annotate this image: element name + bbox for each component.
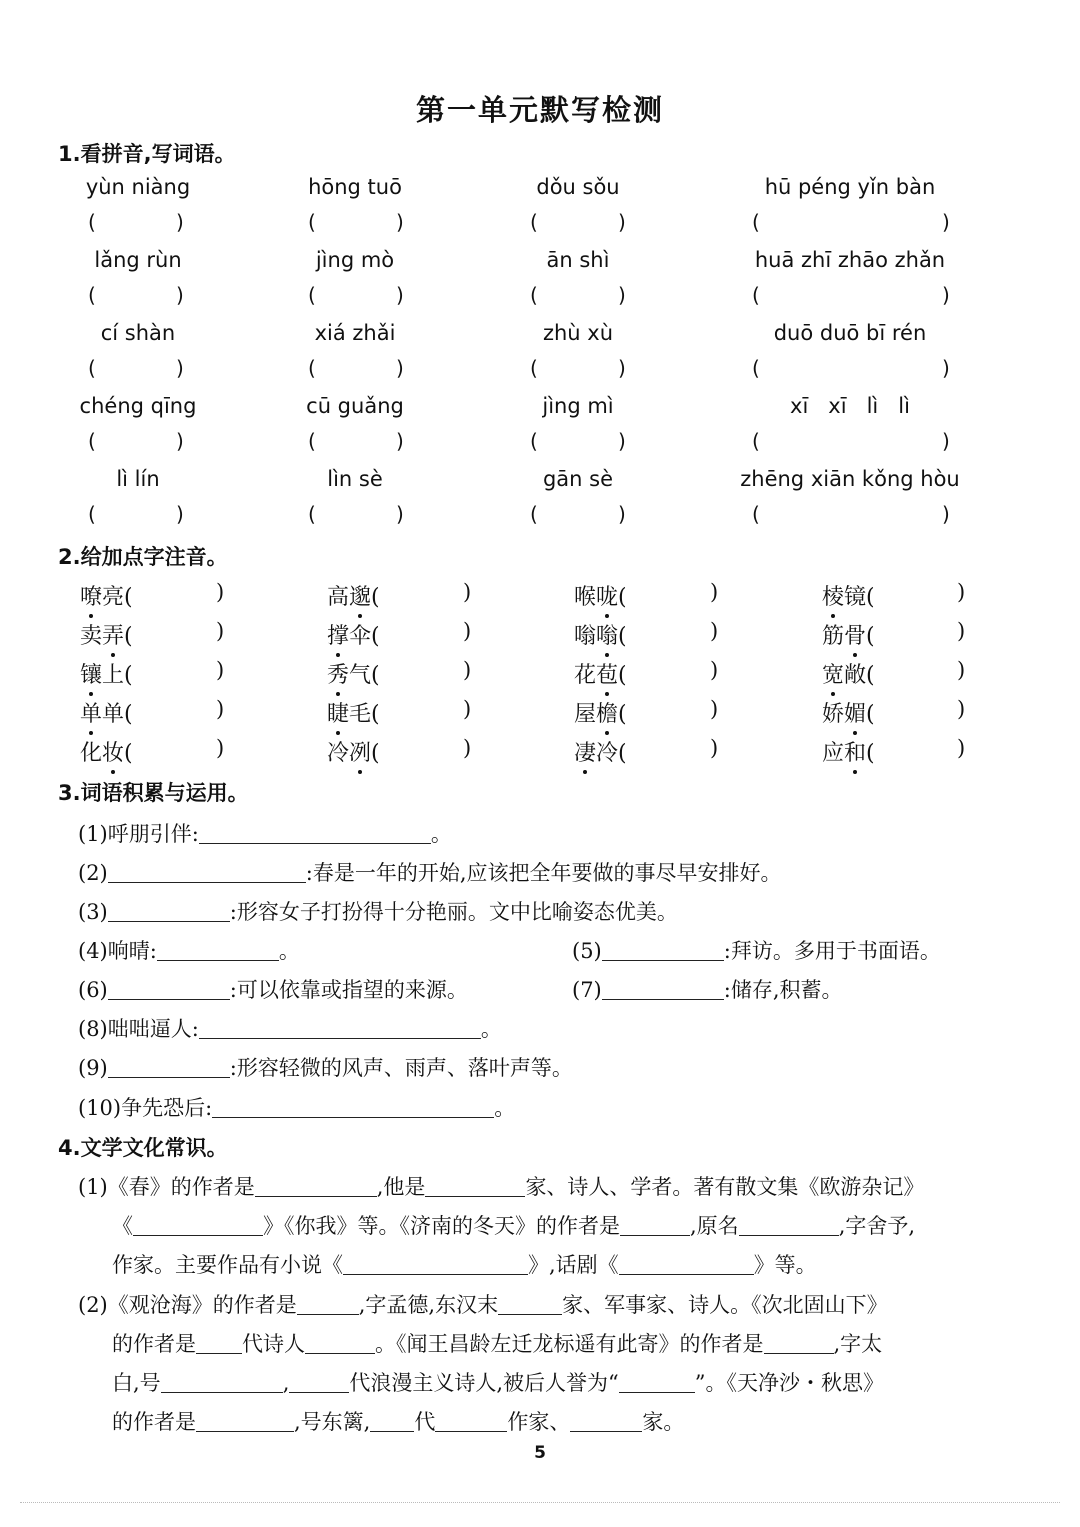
- answer-box[interactable]: [636, 580, 710, 608]
- answer-box[interactable]: [320, 210, 396, 236]
- answer-paren-open: (: [371, 624, 380, 649]
- page-title: 第一单元默写检测: [415, 93, 664, 127]
- pinyin-prompt: lì lín: [116, 467, 160, 491]
- word-item: [822, 736, 875, 767]
- answer-box[interactable]: [389, 697, 463, 725]
- literature-line-7: 的作者是 ,号东篱, 代 作家、 家。: [112, 1410, 685, 1434]
- answer-paren-close: ): [710, 736, 719, 760]
- word-item: [574, 736, 627, 767]
- pinyin-prompt: xiá zhǎi: [314, 321, 396, 345]
- dotted-character: 冽: [349, 736, 371, 767]
- literature-line-1: (1)《春》的作者是 ,他是 家、诗人、学者。著有散文集《欧游杂记》: [78, 1175, 925, 1199]
- answer-paren-open: (: [530, 210, 538, 234]
- answer-paren-close: ): [957, 580, 966, 604]
- answer-paren-close: ): [710, 697, 719, 721]
- answer-paren-open: (: [124, 663, 133, 688]
- section-3-heading: 3.词语积累与运用。: [58, 781, 249, 805]
- answer-box[interactable]: [636, 736, 710, 764]
- answer-blank[interactable]: [161, 1373, 283, 1393]
- answer-blank[interactable]: [108, 863, 306, 883]
- answer-paren-close: ): [396, 429, 404, 453]
- answer-blank[interactable]: [212, 1098, 494, 1118]
- answer-paren-close: ): [957, 619, 966, 643]
- answer-blank[interactable]: [255, 1177, 377, 1197]
- pinyin-prompt: gān sè: [542, 467, 614, 491]
- word-item: [822, 658, 875, 689]
- answer-box[interactable]: [142, 736, 216, 764]
- pinyin-prompt: jìng mò: [315, 248, 395, 272]
- answer-blank[interactable]: [602, 980, 724, 1000]
- answer-paren-open: (: [752, 356, 760, 380]
- pinyin-prompt: dǒu sǒu: [536, 175, 620, 199]
- answer-box[interactable]: [542, 429, 618, 455]
- answer-box[interactable]: [142, 658, 216, 686]
- vocab-item-9: (9) :形容轻微的风声、雨声、落叶声等。: [78, 1056, 573, 1080]
- dotted-character: 和: [844, 736, 866, 767]
- vocab-item-6: (6) :可以依靠或指望的来源。: [78, 978, 468, 1002]
- answer-paren-close: ): [176, 356, 184, 380]
- answer-paren-close: ): [216, 658, 225, 682]
- answer-blank[interactable]: [570, 1412, 642, 1432]
- pinyin-prompt: lìn sè: [327, 467, 383, 491]
- answer-paren-open: (: [866, 741, 875, 766]
- dotted-character: 妆: [102, 736, 124, 767]
- pinyin-prompt: lǎng rùn: [94, 248, 182, 272]
- word-item: [574, 697, 627, 728]
- answer-paren-open: (: [308, 283, 316, 307]
- page-number: 5: [534, 1443, 546, 1463]
- answer-box[interactable]: [389, 736, 463, 764]
- vocab-item-2: (2) :春是一年的开始,应该把全年要做的事尽早安排好。: [78, 861, 782, 885]
- answer-paren-open: (: [88, 210, 96, 234]
- dotted-character: 撑: [327, 619, 349, 650]
- answer-blank[interactable]: [108, 980, 230, 1000]
- pinyin-prompt: cū guǎng: [306, 394, 404, 418]
- answer-box[interactable]: [320, 283, 396, 309]
- word-item: [574, 658, 627, 689]
- answer-blank[interactable]: [619, 1373, 695, 1393]
- answer-blank[interactable]: [289, 1373, 349, 1393]
- vocab-item-10: (10)争先恐后: 。: [78, 1096, 516, 1120]
- answer-paren-open: (: [752, 283, 760, 307]
- answer-box[interactable]: [100, 283, 176, 309]
- answer-paren-open: (: [752, 429, 760, 453]
- answer-blank[interactable]: [196, 1334, 242, 1354]
- answer-box[interactable]: [764, 356, 942, 382]
- answer-box[interactable]: [100, 210, 176, 236]
- literature-line-2: 《 》《你我》等。《济南的冬天》的作者是 ,原名 ,字舍予,: [112, 1214, 916, 1238]
- word-item: [327, 736, 380, 767]
- answer-paren-open: (: [530, 429, 538, 453]
- answer-box[interactable]: [542, 356, 618, 382]
- pinyin-prompt: yùn niàng: [85, 175, 191, 199]
- dotted-character: 骨: [844, 619, 866, 650]
- answer-blank[interactable]: [435, 1412, 507, 1432]
- character: 伞: [349, 624, 372, 649]
- pinyin-prompt: xī xī lì lì: [790, 394, 910, 418]
- answer-box[interactable]: [142, 619, 216, 647]
- word-item: [822, 580, 875, 611]
- answer-box[interactable]: [764, 429, 942, 455]
- answer-paren-close: ): [396, 356, 404, 380]
- answer-blank[interactable]: [199, 1019, 481, 1039]
- answer-paren-open: (: [88, 429, 96, 453]
- answer-paren-open: (: [88, 283, 96, 307]
- pinyin-prompt: jìng mì: [542, 394, 614, 418]
- answer-paren-close: ): [957, 697, 966, 721]
- answer-box[interactable]: [636, 658, 710, 686]
- character: 屋: [574, 702, 597, 727]
- pinyin-prompt: duō duō bī rén: [773, 321, 927, 345]
- answer-box[interactable]: [542, 502, 618, 528]
- character: 镜: [844, 585, 867, 610]
- answer-box[interactable]: [142, 697, 216, 725]
- word-item: [574, 580, 627, 611]
- dotted-character: 弄: [102, 619, 124, 650]
- section-4-heading: 4.文学文化常识。: [58, 1136, 228, 1160]
- pinyin-prompt: zhēng xiān kǒng hòu: [740, 467, 960, 491]
- answer-blank[interactable]: [305, 1334, 375, 1354]
- answer-blank[interactable]: [602, 941, 724, 961]
- answer-paren-open: (: [866, 585, 875, 610]
- pinyin-prompt: zhù xù: [542, 321, 614, 345]
- answer-paren-close: ): [710, 580, 719, 604]
- character: 气: [349, 663, 372, 688]
- word-item: [327, 580, 380, 611]
- answer-paren-open: (: [866, 702, 875, 727]
- answer-paren-close: ): [710, 619, 719, 643]
- dotted-character: 嗡: [596, 619, 618, 650]
- answer-blank[interactable]: [133, 1216, 263, 1236]
- answer-paren-open: (: [618, 624, 627, 649]
- answer-paren-close: ): [176, 283, 184, 307]
- answer-box[interactable]: [884, 697, 957, 725]
- answer-paren-close: ): [176, 429, 184, 453]
- literature-line-4: (2)《观沧海》的作者是 ,字孟德,东汉末 家、军事家、诗人。《次北固山下》: [78, 1293, 888, 1317]
- answer-paren-close: ): [463, 658, 472, 682]
- answer-paren-open: (: [866, 663, 875, 688]
- answer-paren-open: (: [530, 283, 538, 307]
- answer-paren-open: (: [308, 210, 316, 234]
- answer-paren-close: ): [618, 502, 626, 526]
- word-item: [574, 619, 627, 650]
- answer-paren-open: (: [371, 702, 380, 727]
- pinyin-prompt: huā zhī zhāo zhǎn: [754, 248, 946, 272]
- word-item: [327, 697, 380, 728]
- answer-box[interactable]: [764, 210, 942, 236]
- answer-paren-close: ): [957, 736, 966, 760]
- character: 应: [822, 741, 845, 766]
- answer-paren-open: (: [308, 356, 316, 380]
- answer-paren-open: (: [124, 702, 133, 727]
- answer-paren-close: ): [396, 502, 404, 526]
- character: 冷: [327, 741, 350, 766]
- answer-blank[interactable]: [425, 1177, 525, 1197]
- literature-line-6: 白,号 , 代浪漫主义诗人,被后人誉为“ ”。《天净沙・秋思》: [112, 1371, 885, 1395]
- dotted-character: 邈: [349, 580, 371, 611]
- answer-box[interactable]: [100, 429, 176, 455]
- answer-box[interactable]: [542, 283, 618, 309]
- answer-box[interactable]: [764, 283, 942, 309]
- answer-paren-close: ): [618, 356, 626, 380]
- answer-paren-open: (: [752, 502, 760, 526]
- pinyin-prompt: hōng tuō: [308, 175, 402, 199]
- vocab-item-8: (8)咄咄逼人: 。: [78, 1017, 502, 1041]
- answer-paren-open: (: [371, 663, 380, 688]
- character: 单: [102, 702, 125, 727]
- word-item: [822, 697, 875, 728]
- answer-box[interactable]: [100, 502, 176, 528]
- scan-edge-dots: [20, 1502, 1060, 1503]
- answer-blank[interactable]: [343, 1255, 528, 1275]
- dotted-character: 媚: [844, 697, 866, 728]
- answer-box[interactable]: [542, 210, 618, 236]
- answer-blank[interactable]: [199, 824, 431, 844]
- answer-box[interactable]: [636, 697, 710, 725]
- character: 化: [80, 741, 103, 766]
- answer-paren-open: (: [530, 502, 538, 526]
- answer-paren-open: (: [866, 624, 875, 649]
- answer-paren-close: ): [942, 356, 950, 380]
- answer-paren-close: ): [176, 502, 184, 526]
- answer-blank[interactable]: [764, 1334, 834, 1354]
- answer-box[interactable]: [884, 580, 957, 608]
- section-2-heading: 2.给加点字注音。: [58, 545, 228, 569]
- character: 卖: [80, 624, 103, 649]
- literature-line-3: 作家。主要作品有小说《 》,话剧《 》等。: [112, 1253, 817, 1277]
- dotted-character: 凄: [574, 736, 596, 767]
- answer-blank[interactable]: [370, 1412, 414, 1432]
- answer-paren-open: (: [88, 356, 96, 380]
- answer-blank[interactable]: [108, 902, 230, 922]
- answer-paren-close: ): [176, 210, 184, 234]
- answer-paren-close: ): [396, 210, 404, 234]
- answer-paren-close: ): [942, 429, 950, 453]
- answer-blank[interactable]: [108, 1058, 230, 1078]
- pinyin-prompt: cí shàn: [100, 321, 176, 345]
- word-item: [327, 619, 380, 650]
- vocab-item-4: (4)响晴: 。: [78, 939, 300, 963]
- answer-box[interactable]: [320, 356, 396, 382]
- character: 高: [327, 585, 350, 610]
- answer-box[interactable]: [884, 736, 957, 764]
- answer-paren-close: ): [618, 429, 626, 453]
- character: 毛: [349, 702, 372, 727]
- pinyin-prompt: ān shì: [546, 248, 610, 272]
- dotted-character: 镶: [80, 658, 102, 689]
- dotted-character: 檐: [596, 697, 618, 728]
- answer-paren-open: (: [752, 210, 760, 234]
- answer-box[interactable]: [389, 580, 463, 608]
- vocab-item-5: (5) :拜访。多用于书面语。: [572, 939, 941, 963]
- pinyin-prompt: chéng qīng: [79, 394, 197, 418]
- answer-box[interactable]: [320, 429, 396, 455]
- answer-blank[interactable]: [196, 1412, 294, 1432]
- answer-paren-close: ): [942, 502, 950, 526]
- answer-paren-open: (: [88, 502, 96, 526]
- word-item: [80, 619, 133, 650]
- word-item: [80, 580, 133, 611]
- answer-paren-open: (: [124, 624, 133, 649]
- character: 冷: [596, 741, 619, 766]
- answer-box[interactable]: [320, 502, 396, 528]
- vocab-item-7: (7) :储存,积蓄。: [572, 978, 843, 1002]
- section-1-heading: 1.看拼音,写词语。: [58, 142, 236, 166]
- dotted-character: 秀: [327, 658, 349, 689]
- answer-paren-open: (: [371, 741, 380, 766]
- answer-box[interactable]: [884, 619, 957, 647]
- dotted-character: 宽: [822, 658, 844, 689]
- answer-paren-close: ): [942, 210, 950, 234]
- answer-paren-close: ): [618, 210, 626, 234]
- word-item: [327, 658, 380, 689]
- literature-line-5: 的作者是 代诗人 。《闻王昌龄左迁龙标遥有此寄》的作者是 ,字太: [112, 1332, 883, 1356]
- answer-paren-open: (: [618, 702, 627, 727]
- answer-blank[interactable]: [739, 1216, 839, 1236]
- dotted-character: 棱: [822, 580, 844, 611]
- character: 嗡: [574, 624, 597, 649]
- answer-box[interactable]: [884, 658, 957, 686]
- answer-paren-open: (: [124, 741, 133, 766]
- answer-paren-open: (: [530, 356, 538, 380]
- dotted-character: 单: [80, 697, 102, 728]
- answer-box[interactable]: [100, 356, 176, 382]
- answer-paren-close: ): [942, 283, 950, 307]
- answer-blank[interactable]: [157, 941, 279, 961]
- answer-box[interactable]: [142, 580, 216, 608]
- pinyin-prompt: hū péng yǐn bàn: [764, 175, 936, 199]
- answer-blank[interactable]: [297, 1295, 359, 1315]
- character: 娇: [822, 702, 845, 727]
- character: 亮: [102, 585, 125, 610]
- character: 上: [102, 663, 125, 688]
- answer-box[interactable]: [764, 502, 942, 528]
- dotted-character: 嘹: [80, 580, 102, 611]
- dotted-character: 苞: [596, 658, 618, 689]
- answer-paren-open: (: [308, 429, 316, 453]
- answer-paren-close: ): [463, 736, 472, 760]
- answer-box[interactable]: [389, 619, 463, 647]
- answer-blank[interactable]: [619, 1255, 754, 1275]
- answer-paren-close: ): [463, 619, 472, 643]
- dotted-character: 睫: [327, 697, 349, 728]
- answer-paren-open: (: [308, 502, 316, 526]
- vocab-item-1: (1)呼朋引伴: 。: [78, 822, 452, 846]
- dotted-character: 咙: [596, 580, 618, 611]
- character: 花: [574, 663, 597, 688]
- answer-paren-open: (: [371, 585, 380, 610]
- answer-paren-close: ): [216, 697, 225, 721]
- answer-paren-open: (: [618, 663, 627, 688]
- answer-paren-open: (: [618, 741, 627, 766]
- word-item: [80, 658, 133, 689]
- answer-box[interactable]: [389, 658, 463, 686]
- answer-paren-close: ): [396, 283, 404, 307]
- answer-paren-open: (: [124, 585, 133, 610]
- answer-blank[interactable]: [620, 1216, 690, 1236]
- word-item: [80, 736, 133, 767]
- answer-paren-close: ): [463, 697, 472, 721]
- answer-paren-close: ): [216, 580, 225, 604]
- character: 喉: [574, 585, 597, 610]
- vocab-item-3: (3) :形容女子打扮得十分艳丽。文中比喻姿态优美。: [78, 900, 678, 924]
- answer-paren-open: (: [618, 585, 627, 610]
- character: 敞: [844, 663, 867, 688]
- answer-paren-close: ): [216, 736, 225, 760]
- character: 筋: [822, 624, 845, 649]
- answer-box[interactable]: [636, 619, 710, 647]
- word-item: [80, 697, 133, 728]
- answer-paren-close: ): [710, 658, 719, 682]
- answer-paren-close: ): [957, 658, 966, 682]
- word-item: [822, 619, 875, 650]
- answer-blank[interactable]: [498, 1295, 562, 1315]
- answer-paren-close: ): [216, 619, 225, 643]
- answer-paren-close: ): [463, 580, 472, 604]
- answer-paren-close: ): [618, 283, 626, 307]
